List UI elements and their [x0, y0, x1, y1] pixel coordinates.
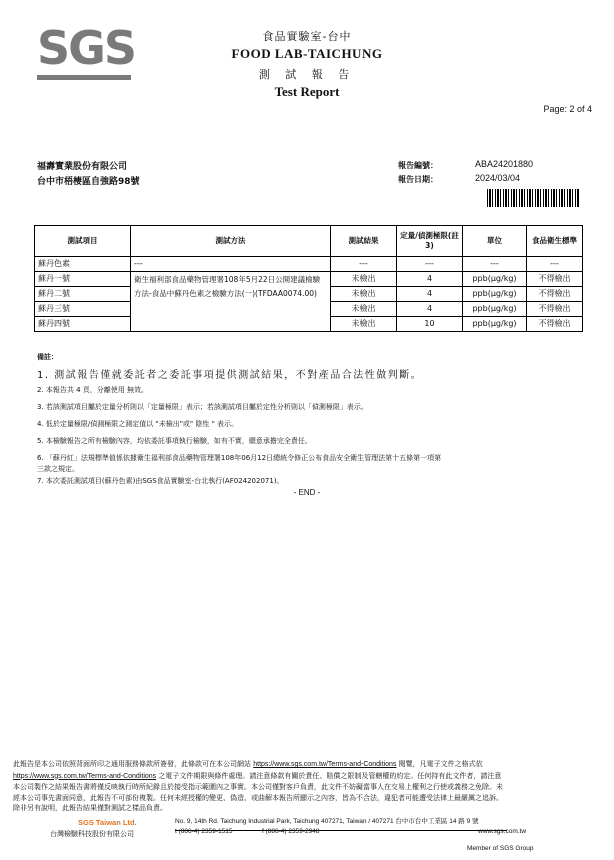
note-item: 5. 本檢驗報告之所有檢驗內容，均依委託事項執行檢驗，如有不實，願意承擔完全責任。 — [37, 437, 312, 445]
end-marker: - END - — [293, 488, 321, 497]
note-item: 三款之規定。 — [37, 465, 79, 473]
cell-limit: 4 — [397, 287, 463, 302]
report-date: 2024/03/04 — [475, 173, 521, 183]
col-header-standard: 食品衛生標準 — [527, 226, 583, 257]
col-header-item: 測試項目 — [35, 226, 131, 257]
table-header-row — [35, 226, 583, 257]
lab-name-en: FOOD LAB-TAICHUNG — [231, 46, 383, 61]
logo-text: SGS — [37, 21, 136, 75]
cell-standard: --- — [527, 257, 583, 272]
cell-limit: --- — [397, 257, 463, 272]
cell-item: 蘇丹三號 — [35, 302, 131, 317]
cell-result: 未檢出 — [331, 272, 397, 287]
cell-result: 未檢出 — [331, 287, 397, 302]
client-address: 台中市梧棲區自強路98號 — [37, 177, 140, 187]
cell-item: 蘇丹四號 — [35, 317, 131, 332]
cell-limit: 4 — [397, 302, 463, 317]
footer-tel: t (886-4) 2359-1515 — [175, 828, 233, 835]
client-name: 福壽實業股份有限公司 — [37, 162, 128, 172]
terms-link-1[interactable]: https://www.sgs.com.tw/Terms-and-Conditions — [253, 761, 397, 768]
footer-member: Member of SGS Group — [467, 845, 534, 852]
cell-limit: 10 — [397, 317, 463, 332]
note-item: 4. 低於定量極限/偵測極限之測定值以 "未檢出"或" 陰性 " 表示。 — [37, 420, 239, 428]
footer-address: No. 9, 14th Rd. Taichung Industrial Park, Taichung 407271, Taiwan / 407271 台中市台中工業區 14 路 9 號 — [175, 818, 479, 825]
cell-result: 未檢出 — [331, 317, 397, 332]
cell-standard: 不得檢出 — [527, 317, 583, 332]
footer-fax: f (886-4) 2359-2948 — [262, 828, 320, 835]
sgs-logo — [37, 21, 136, 81]
note-item: 6. 「蘇丹紅」法規標準值係依據衛生福利部食品藥物管理署108年06月12日總統令修正公布食品安全衛生管理法第十五條第一項第 — [37, 454, 442, 462]
cell-result: --- — [331, 257, 397, 272]
results-table — [34, 225, 583, 332]
note-item: 3. 若該測試項目屬於定量分析則以「定量極限」表示；若該測試項目屬於定性分析則以「偵測極限」表示。 — [37, 403, 368, 411]
cell-limit: 4 — [397, 272, 463, 287]
disclaimer-line3: 本公司製作之結果報告書將僅反映執行時所紀錄且於接受指示範圍內之事實。本公司僅對客戶負責，此文件不妨礙當事人在交易上權利之行使或義務之免除。未 — [13, 783, 503, 791]
table-row — [35, 272, 583, 287]
cell-item: 蘇丹色素 — [35, 257, 131, 272]
col-header-unit: 單位 — [463, 226, 527, 257]
col-header-result: 測試結果 — [331, 226, 397, 257]
cell-unit: --- — [463, 257, 527, 272]
cell-method: --- — [131, 257, 331, 272]
col-header-limit: 定量/偵測極限(註3) — [397, 226, 463, 257]
disclaimer-line4: 經本公司事先書面同意，此報告不可部份複製。任何未經授權的變更、偽造、或曲解本報告所顯示之內容，皆為不合法，違犯者可能遭受法律上最嚴厲之追訴。 — [13, 793, 503, 802]
disclaimer-line1b: 閱覽，凡電子文件之格式依 — [396, 760, 483, 768]
footer-website[interactable]: www.sgs.com.tw — [478, 828, 527, 835]
notes-title: 備註： — [37, 353, 58, 361]
cell-standard: 不得檢出 — [527, 272, 583, 287]
disclaimer-line1a: 此報告是本公司依照背面所印之通用服務條款所簽發，此條款可在本公司網站 — [13, 760, 254, 768]
table-row — [35, 257, 583, 272]
report-title-en: Test Report — [274, 84, 340, 99]
cell-method-merged: 衛生福利部食品藥物管理署108年5月22日公開建議檢驗方法-食品中蘇丹色素之檢驗方法(一)(TFDAA0074.00) — [131, 272, 331, 332]
cell-standard: 不得檢出 — [527, 302, 583, 317]
cell-item: 蘇丹一號 — [35, 272, 131, 287]
cell-item: 蘇丹二號 — [35, 287, 131, 302]
report-title-cn: 測 試 報 告 — [258, 68, 356, 81]
barcode — [487, 189, 579, 207]
cell-standard: 不得檢出 — [527, 287, 583, 302]
lab-name-cn: 食品實驗室-台中 — [262, 30, 352, 43]
col-header-method: 測試方法 — [131, 226, 331, 257]
page-number: Page: 2 of 4 — [543, 104, 592, 114]
cell-unit: ppb(μg/kg) — [463, 317, 527, 332]
report-date-label: 報告日期： — [398, 175, 438, 184]
cell-unit: ppb(μg/kg) — [463, 287, 527, 302]
footer-company-cn: 台灣檢驗科技股份有限公司 — [50, 831, 134, 838]
cell-unit: ppb(μg/kg) — [463, 302, 527, 317]
disclaimer-line5: 除非另有說明，此報告結果僅對測試之樣品負責。 — [13, 804, 167, 812]
report-no: ABA24201880 — [475, 159, 534, 169]
note-item: 7. 本次委託測試項目(蘇丹色素)由SGS食品實驗室-台北執行(AF024202071)。 — [37, 477, 284, 485]
footer-company-en: SGS Taiwan Ltd. — [78, 818, 137, 827]
logo-bar — [37, 75, 131, 80]
terms-link-2[interactable]: https://www.sgs.com.tw/Terms-and-Conditions — [13, 772, 157, 780]
note-item: 1. 測試報告僅就委託者之委託事項提供測試結果，不對產品合法性做判斷。 — [37, 370, 423, 381]
disclaimer — [13, 759, 601, 814]
report-no-label: 報告編號： — [398, 161, 438, 170]
cell-unit: ppb(μg/kg) — [463, 272, 527, 287]
note-item: 2. 本報告共 4 頁，分離使用 無效。 — [37, 386, 149, 394]
cell-result: 未檢出 — [331, 302, 397, 317]
disclaimer-line2: 之電子文件期限與條件處理。請注意條款有關於責任、賠償之限制及管轄權的約定。任何持有此文件者，請注意 — [156, 771, 502, 780]
